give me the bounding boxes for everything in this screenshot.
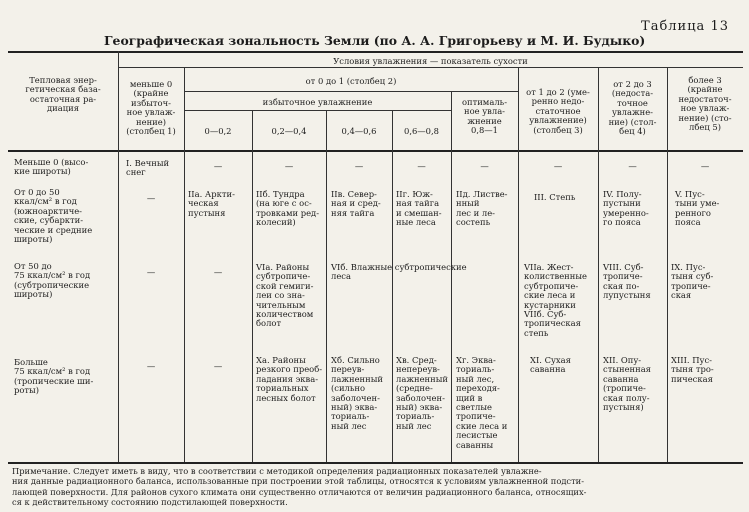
cell: — — [700, 161, 710, 171]
cell: — — [213, 361, 223, 371]
cell: Xв. Сред- непереув- лажненный (средне- заболочен- ный) эква- ториаль- ный лес — [396, 355, 448, 431]
row-label: Меньше 0 (высо- кие широты) — [14, 157, 89, 177]
cell: VIа. Районы субтропиче- ской гемиги- леи со зна- чительным количеством болот — [256, 262, 314, 329]
row-label: Больше 75 ккал/см² в год (тропические ши- роты) — [14, 357, 94, 396]
cell: — — [417, 161, 426, 171]
row-label: От 0 до 50 ккал/см² в год (южноарктиче- ские, субаркти- ческие и средние широты) — [14, 187, 93, 245]
moisture-conditions-header: Условия увлажнения — показатель сухости — [333, 56, 528, 66]
range-02-04: 0,2—0,4 — [271, 126, 307, 136]
cell: VIII. Суб- тропиче- ская по- лупустыня — [603, 262, 651, 301]
excess-moisture-header: избыточное увлажнение — [262, 97, 373, 107]
cell: — — [146, 267, 156, 277]
optimal-moisture-header: оптималь- ное увла- жнение 0,8—1 — [461, 97, 508, 136]
cell: Xа. Районы резкого преоб- ладания эква- ториальных лесных болот — [256, 355, 323, 403]
table-label: Таблица 13 — [641, 19, 729, 34]
cell: V. Пус- тыни уме- ренного пояса — [675, 189, 720, 228]
col-lt0-header: меньше 0 (крайне избыточ- ное увлаж- нение) (столбец 1) — [126, 79, 176, 137]
cell: IV. Полу- пустыни умеренно- го пояса — [603, 189, 649, 228]
table-title: Географическая зональность Земли (по А. А. Григорьеву и М. И. Будыко) — [104, 33, 646, 48]
cell: XI. Сухая саванна — [530, 355, 571, 375]
cell: — — [284, 161, 294, 171]
range-0-02: 0—0,2 — [204, 126, 232, 136]
row-header: Тепловая энер- гетическая база- остаточная ра- диация — [25, 75, 101, 114]
cell: — — [213, 267, 223, 277]
cell: IX. Пус- тыня суб- тропиче- ская — [671, 262, 714, 301]
cell: — — [553, 161, 563, 171]
cell: — — [354, 161, 364, 171]
cell: IIа. Аркти- ческая пустыня — [188, 189, 235, 218]
col-1-2-header: от 1 до 2 (уме- ренно недо- статочное увлажнение) (столбец 3) — [526, 87, 590, 135]
cell: Xб. Сильно переув- лажненный (сильно заболочен- ный) эква- ториаль- ный лес — [331, 355, 383, 431]
cell: VIIа. Жест- колиственные субтропиче- ские леса и кустарники VIIб. Суб- тропическая степь — [524, 262, 587, 338]
row-label: От 50 до 75 ккал/см² в год (субтропические широты) — [14, 261, 91, 300]
cell: Xг. Эква- ториаль- ный лес, переходя- щий в светлые тропиче- ские леса и лесистые саванны — [456, 355, 508, 450]
cell: XIII. Пус- тыня тро- пическая — [671, 355, 714, 384]
col-gt3-header: более 3 (крайне недостаточ- ное увлаж- нение) (сто- лбец 5) — [678, 75, 732, 133]
range-04-06: 0,4—0,6 — [341, 126, 377, 136]
cell: IIб. Тундра (на юге с ос- тровками ред- колесий) — [256, 189, 320, 228]
cell: — — [628, 161, 637, 171]
range-06-08: 0,6—0,8 — [403, 126, 439, 136]
cell: — — [146, 193, 156, 203]
cell: — — [146, 361, 156, 371]
cell: IIг. Юж- ная тайга и смешан- ные леса — [396, 189, 442, 228]
cell: — — [213, 161, 223, 171]
cell: IIв. Север- ная и сред- няя тайга — [331, 189, 381, 218]
cell: VIб. Влажные субтропические леса — [331, 262, 467, 282]
cell: I. Вечный снег — [126, 158, 170, 178]
col-0-1-header: от 0 до 1 (столбец 2) — [305, 76, 397, 86]
cell: XII. Опу- стыненная саванна (тропиче- ская полу- пустыня) — [603, 355, 651, 413]
col-2-3-header: от 2 до 3 (недоста- точное увлажне- ние) (стол- бец 4) — [608, 79, 657, 137]
cell: III. Степь — [534, 192, 576, 202]
cell: — — [480, 161, 489, 171]
table-note: Примечание. Следует иметь в виду, что в соответствии с методикой определения радиационных показателей увлажне- ния данные радиационного баланса, использованные при построении этой таблицы, относятся к условиям увлажненной подсти- лающей поверхности. Для районов сухого климата они существенно отличаются от величин радиационного баланса, относящих- ся к действительному состоянию подстилающей поверхности. — [12, 466, 587, 508]
cell: IIд. Листве- нный лес и ле- состепь — [456, 189, 508, 228]
